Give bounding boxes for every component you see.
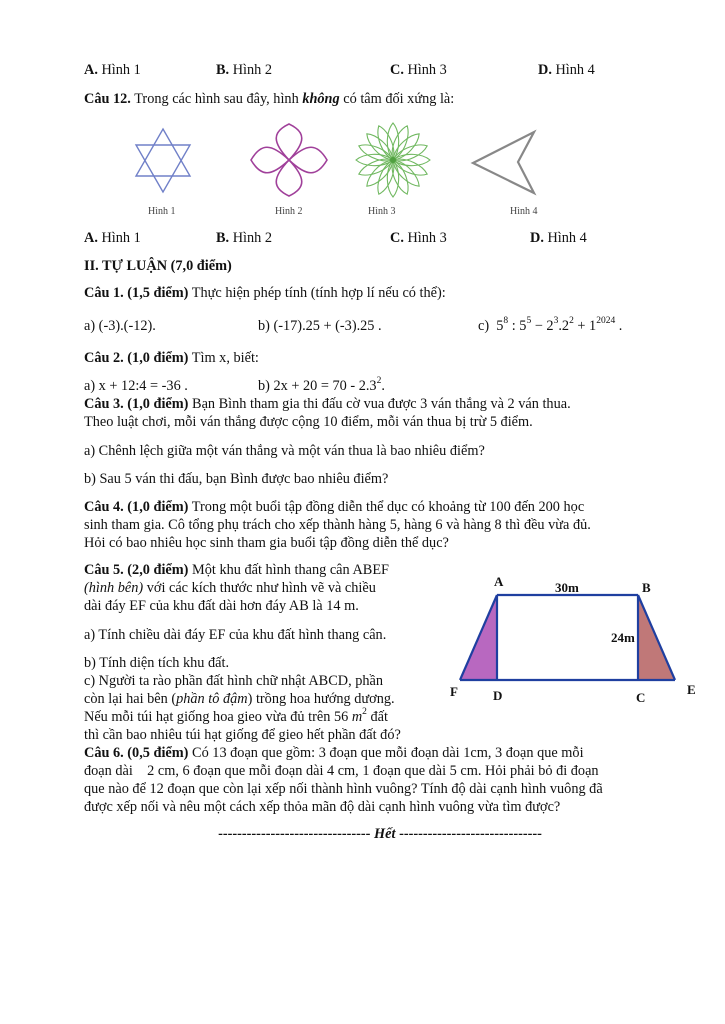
q3-part-b: b) Sau 5 ván thi đấu, bạn Bình được bao nhiêu điểm? [84,471,389,487]
q1-part-a: a) (-3).(-12). [84,318,156,334]
q5-question-line1: Câu 5. (2,0 điểm) Một khu đất hình thang cân ABEF [84,562,389,578]
q5-part-b: b) Tính diện tích khu đất. [84,655,230,671]
q6-question-line1: Câu 6. (0,5 điểm) Có 13 đoạn que gồm: 3 đoạn que mỗi đoạn dài 1cm, 3 đoạn que mỗi [84,745,584,761]
q3-question-line1: Câu 3. (1,0 điểm) Bạn Bình tham gia thi đấu cờ vua được 3 ván thắng và 2 ván thua. [84,396,571,412]
length-bc-label: 24m [611,630,635,645]
q5-part-a: a) Tính chiều dài đáy EF của khu đất hình thang cân. [84,627,387,643]
caption-hinh-2: Hình 2 [275,206,303,217]
point-c-label: C [636,690,646,705]
caption-hinh-4: Hình 4 [510,206,538,217]
q3-part-a: a) Chênh lệch giữa một ván thắng và một ván thua là bao nhiêu điểm? [84,443,485,459]
end-marker: -------------------------------- Hết ------------------------------ [218,826,542,842]
point-b-label: B [642,580,651,595]
q11-option-a: A. Hình 1 [84,62,141,78]
q2-question: Câu 2. (1,0 điểm) Tìm x, biết: [84,350,259,366]
q11-option-c: C. Hình 3 [390,62,447,78]
length-ab-label: 30m [555,580,579,595]
q5-part-c-line2: còn lại hai bên (phần tô đậm) trồng hoa hướng dương. [84,691,395,707]
q5-part-c-line1: c) Người ta rào phần đất hình chữ nhật ABCD, phần [84,673,384,689]
point-e-label: E [687,682,696,697]
q12-figures [130,120,560,220]
q12-question: Câu 12. Trong các hình sau đây, hình không có tâm đối xứng là: [84,91,455,107]
trapezoid-figure [455,590,685,690]
q11-option-b: B. Hình 2 [216,62,273,78]
point-f-label: F [450,684,458,699]
q6-question-line3: que nào để 12 đoạn que còn lại xếp nối thành hình vuông? Tính độ dài cạnh hình vuông đã [84,781,603,797]
four-petal-figure [251,124,327,196]
q4-question-line2: sinh tham gia. Cô tổng phụ trách cho xếp thành hàng 5, hàng 6 và hàng 8 thì đều vừa đủ. [84,517,591,533]
arrowhead-figure [473,132,534,193]
green-flower-figure [356,123,430,197]
q5-part-c-line3: Nếu mỗi túi hạt giống hoa gieo vừa đủ trên 56 $m^2$ đất [84,707,388,725]
q5-question-line2: (hình bên) với các kích thước như hình vẽ và chiều [84,580,376,596]
q12-option-a: A. Hình 1 [84,230,141,246]
q6-question-line2: đoạn dài 2 cm, 6 đoạn que mỗi đoạn dài 4 cm, 1 đoạn que dài 5 cm. Hỏi phải bỏ đi đoạn [84,763,599,779]
q6-question-line4: được xếp nối và nêu một cách xếp thỏa mãn độ dài cạnh hình vuông vừa tìm được? [84,799,561,815]
section-title: II. TỰ LUẬN (7,0 điểm) [84,258,232,274]
q5-question-line3: dài đáy EF của khu đất dài hơn đáy AB là 14 m. [84,598,359,614]
q2-part-a: a) x + 12:4 = -36 . [84,378,188,394]
q5-part-c-line4: thì cần bao nhiêu túi hạt giống để gieo hết phần đất đó? [84,727,401,743]
q4-question-line1: Câu 4. (1,0 điểm) Trong một buổi tập đồng diễn thể dục có khoảng từ 100 đến 200 học [84,499,585,515]
q1-question: Câu 1. (1,5 điểm) Thực hiện phép tính (tính hợp lí nếu có thể): [84,285,446,301]
q12-option-c: C. Hình 3 [390,230,447,246]
q4-question-line3: Hỏi có bao nhiêu học sinh tham gia buổi tập đồng diễn thể dục? [84,535,449,551]
q1-part-b: b) (-17).25 + (-3).25 . [258,318,382,334]
q11-option-d: D. Hình 4 [538,62,595,78]
q12-option-d: D. Hình 4 [530,230,587,246]
caption-hinh-3: Hình 3 [368,206,396,217]
q2-part-b: b) $2x + 20 = 70 - 2.3^2$. [258,376,385,394]
point-a-label: A [494,574,504,589]
q12-option-b: B. Hình 2 [216,230,273,246]
caption-hinh-1: Hình 1 [148,206,176,217]
q1-part-c: c) $5^8$ : $5^5 - 2^3.2^2 + 1^{2024}$ . [478,316,623,334]
q3-question-line2: Theo luật chơi, mỗi ván thắng được cộng 10 điểm, mỗi ván thua bị trừ 5 điểm. [84,414,533,430]
point-d-label: D [493,688,503,703]
hexagram-figure [136,129,190,192]
